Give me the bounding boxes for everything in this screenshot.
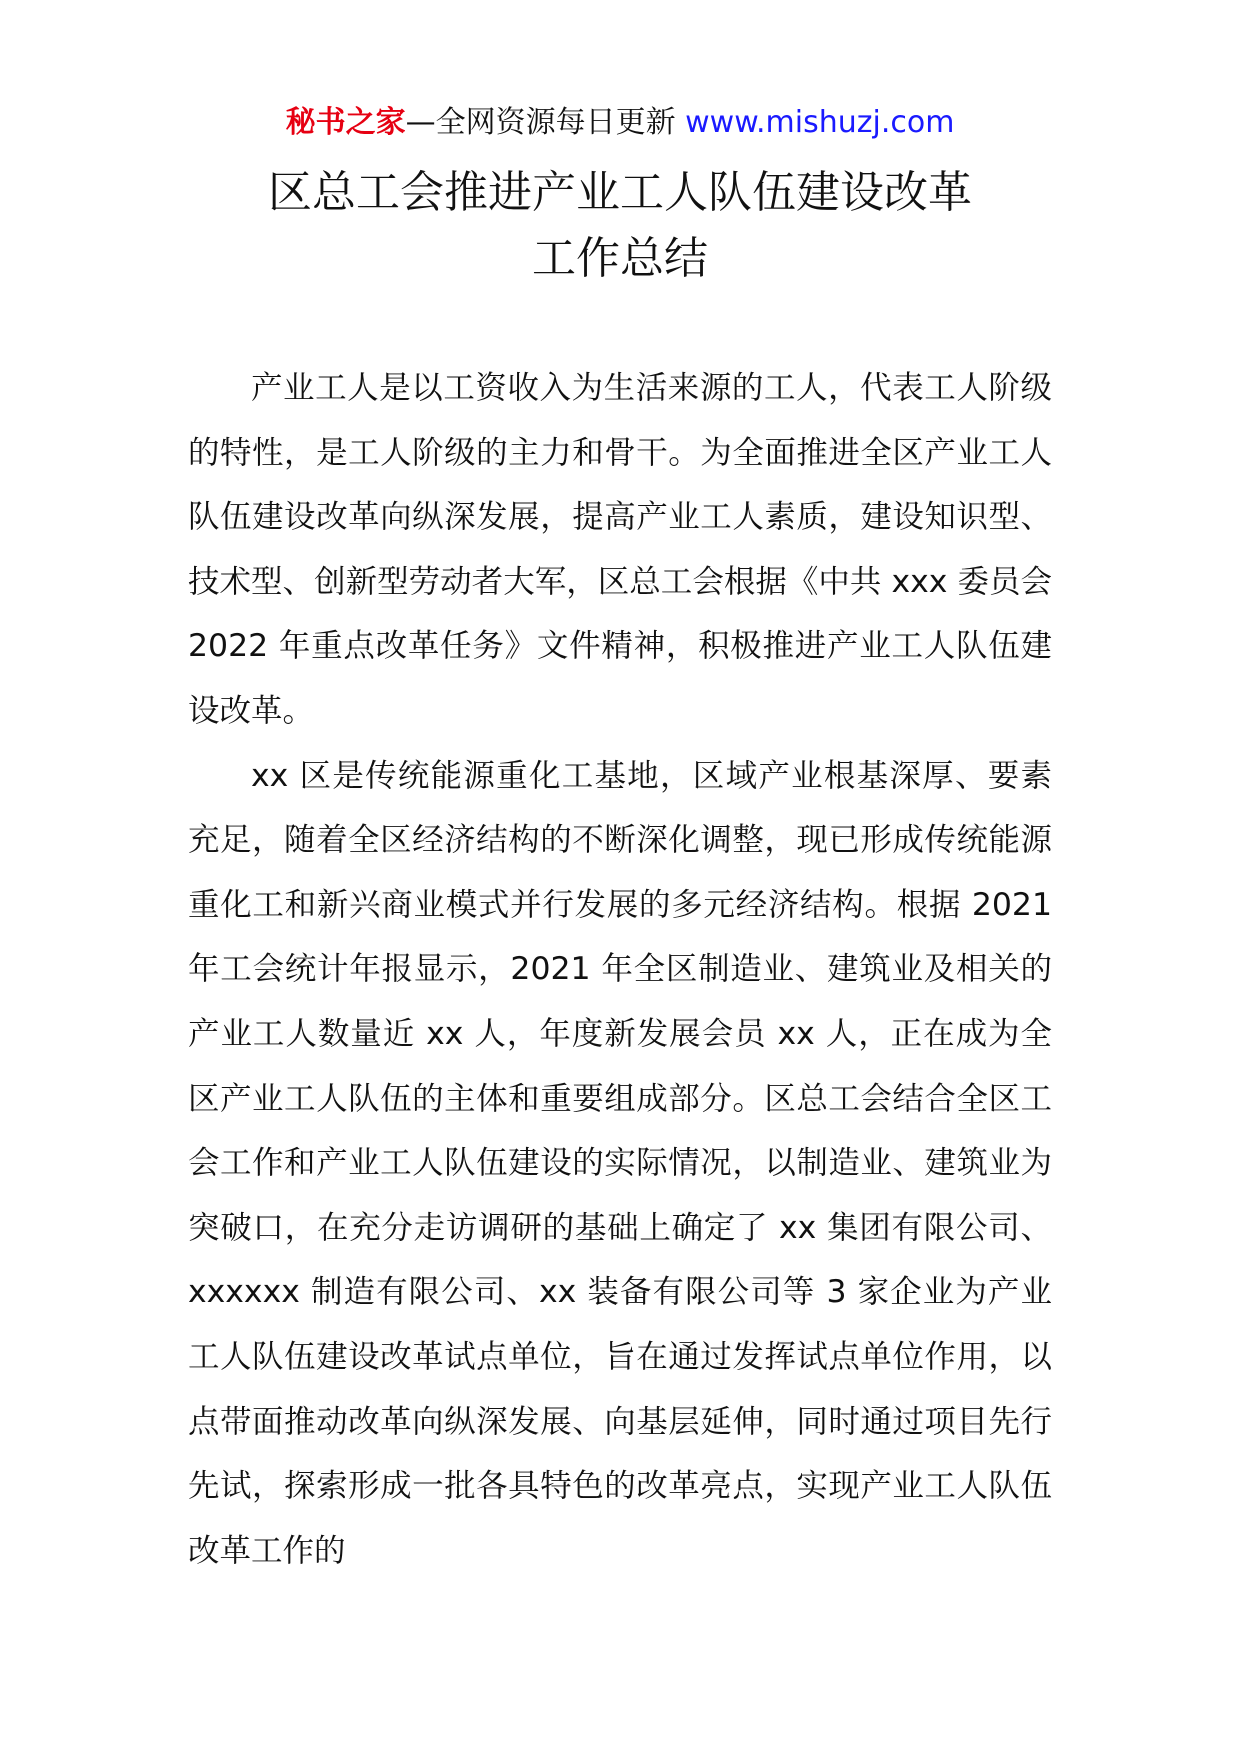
brand-name: 秘书之家 (285, 105, 406, 140)
paragraph-1: 产业工人是以工资收入为生活来源的工人，代表工人阶级的特性，是工人阶级的主力和骨干。为全面推进全区产业工人队伍建设改革向纵深发展，提高产业工人素质，建设知识型、技术型、创新型劳动者大军，区总工会根据《中共 xxx 委员会 2022 年重点改革任务》文件精神，积极推进产业工人队伍建设改革。 (188, 370, 1052, 729)
title-line-2: 工作总结 (532, 233, 708, 284)
document-body (188, 356, 1052, 1583)
watermark-header (0, 102, 1240, 144)
title-line-1: 区总工会推进产业工人队伍建设改革 (268, 167, 972, 218)
document-title (0, 160, 1240, 292)
site-url[interactable]: www.mishuzj.com (685, 105, 955, 140)
header-slogan: —全网资源每日更新 (405, 105, 686, 140)
paragraph-2: xx 区是传统能源重化工基地，区域产业根基深厚、要素充足，随着全区经济结构的不断深化调整，现已形成传统能源重化工和新兴商业模式并行发展的多元经济结构。根据 2021 年工会统计年报显示，2021 年全区制造业、建筑业及相关的产业工人数量近 xx 人，年度新发展会员 xx 人，正在成为全区产业工人队伍的主体和重要组成部分。区总工会结合全区工会工作和产业工人队伍建设的实际情况，以制造业、建筑业为突破口，在充分走访调研的基础上确定了 xx 集团有限公司、xxxxxx 制造有限公司、xx 装备有限公司等 3 家企业为产业工人队伍建设改革试点单位，旨在通过发挥试点单位作用，以点带面推动改革向纵深发展、向基层延伸，同时通过项目先行先试，探索形成一批各具特色的改革亮点，实现产业工人队伍改革工作的 (188, 757, 1052, 1569)
